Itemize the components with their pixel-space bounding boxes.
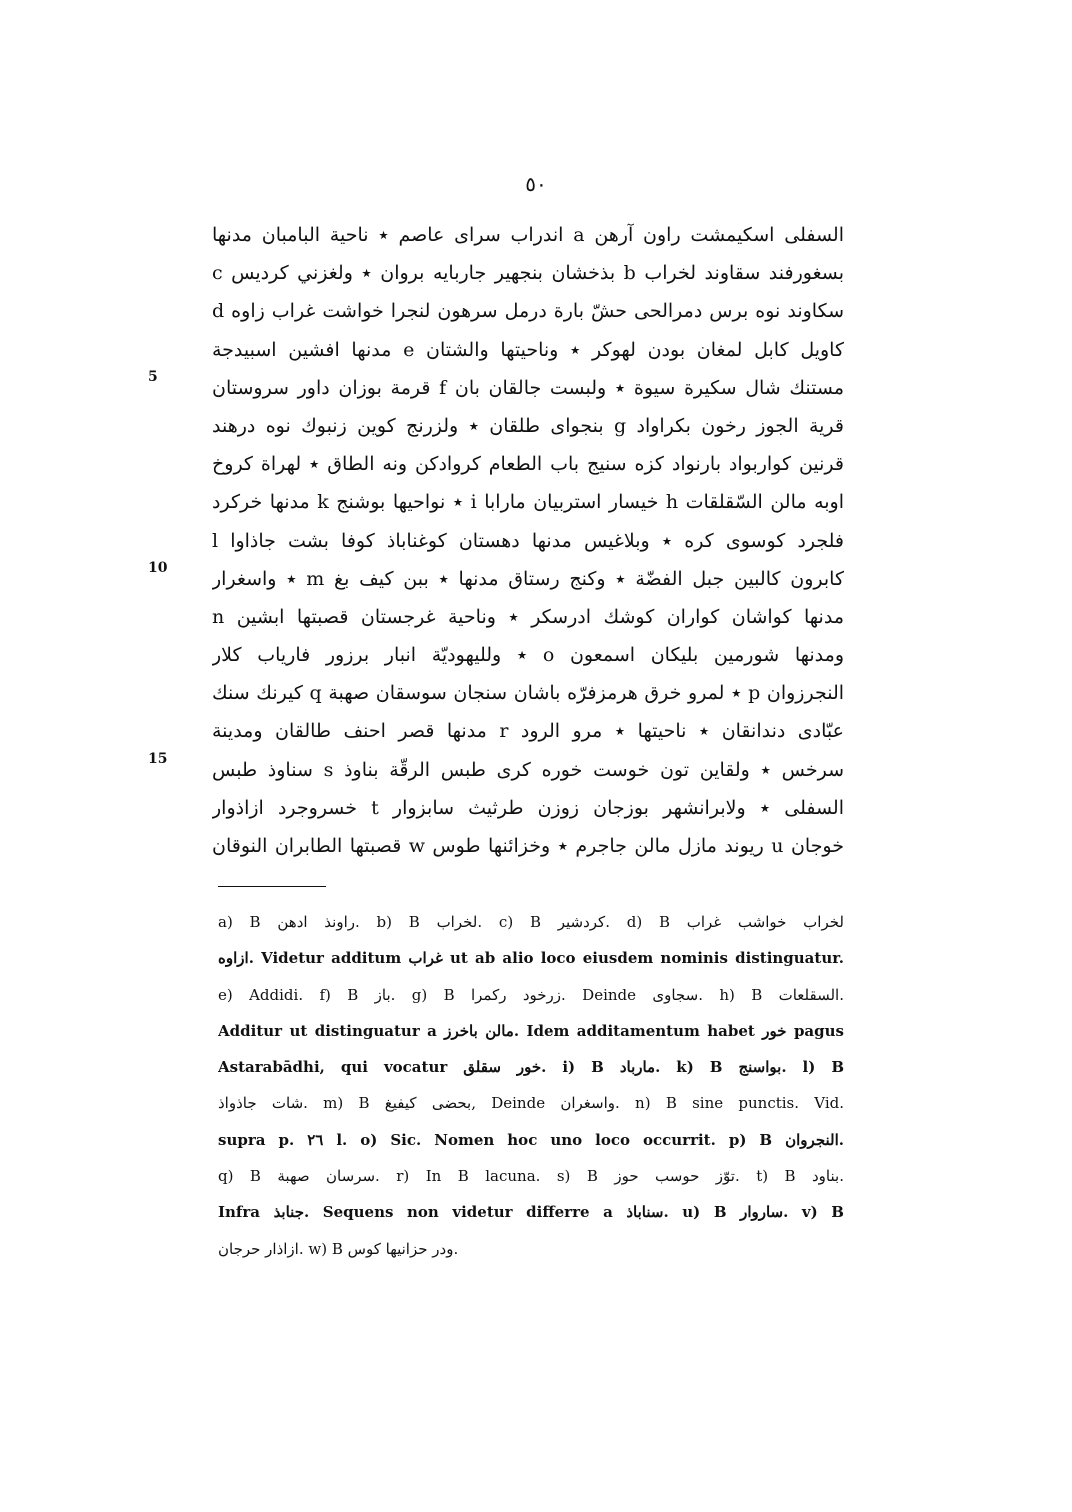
text-line-content: مستنك شال سكيرة سيوة ٭ ولبست جالقان بان f قرمة بوزان داور سروستان (212, 376, 844, 399)
text-line (212, 407, 844, 445)
text-line (212, 560, 844, 598)
text-line-content: قرنين كواربواد بارنواد كزه سنيج باب الطعام كروادكن ونه الطاق ٭ لهراة كروخ (212, 453, 844, 476)
page-number: ٥٠ (525, 172, 547, 196)
text-line (212, 827, 844, 865)
text-line (212, 331, 844, 369)
footnote-line: Infra جنابذ. Sequens non videtur differre a سناباذ. u) B ساروار. v) B (218, 1203, 844, 1222)
text-line-content: كابرون كالبين جبل الفضّة ٭ وكنج رستاق مدنها ٭ ببن كيف بغ m ٭ واسغرار (212, 567, 844, 590)
text-line-content: فلجرد كوسوى كره ٭ وبلاغيس مدنها دهستان كوغناباذ كوفا بشت جاذاوا l (212, 529, 844, 552)
text-line-content: سكاوند نوه برس دمرالحى حشّ بارة درمل سرهون لنجرا خواشت غراب زاوه d (212, 300, 844, 323)
footnote-line: a) B راونذ ادهن. b) B لخراب. c) B كردشير. d) B لخراب خواشب غراب (218, 913, 844, 931)
footnote-line: ازاوه. Videtur additum غراب ut ab alio loco eiusdem nominis distinguatur. (218, 949, 844, 968)
text-line (212, 216, 844, 254)
line-number: 10 (148, 559, 168, 576)
text-line-content: بسغورفند سقاوند لخراب b بذخشان بنجهير جاربايه بروان ٭ ولغزني كرديس c (212, 262, 844, 285)
footnote-line: q) B سرسان صهبة. r) In B lacuna. s) B توّز حوسب حوز. t) B بناود. (218, 1167, 844, 1186)
text-line-content: خوجان u ريوند مازل مالن جاجرم ٭ وخزائنها طوس w قصبتها الطابران النوقان (212, 835, 844, 857)
text-line-content: سرخس ٭ ولقاين تون خوست خوره كرى طبس الرقّة بناوذ s سناوذ طبس (212, 758, 844, 781)
text-line-content: عبّادى دندانقان ٭ ناحيتها ٭ مرو الرود r مدنها قصر احنف طالقان ومدينة (212, 720, 844, 743)
footnote-line: شات جاذواذ. m) B بحضى كيفيغ, Deinde واسغران. n) B sine punctis. Vid. (218, 1094, 844, 1113)
text-line (212, 445, 844, 483)
line-number: 15 (148, 750, 168, 767)
footnotes-block (218, 904, 844, 1267)
text-line (212, 369, 844, 407)
text-line (212, 522, 844, 560)
text-line-content: اوبه مالن السّقلقات h خيسار استربيان مارابا i ٭ نواحيها بوشنج k مدنها خركرد (212, 491, 844, 514)
text-line-content: السفلى ٭ ولابرانشهر بوزجان زوزن طرثيث سابزوار t خسروجرد ازاذوار (212, 796, 844, 819)
footnote-line: Astarabādhi, qui vocatur خور سقلق. i) B مارباد. k) B بواسنج. l) B (218, 1058, 844, 1077)
line-number: 5 (148, 368, 158, 385)
text-line (212, 254, 844, 292)
text-line (212, 636, 844, 674)
text-line (212, 483, 844, 521)
footnote-line: ازاذار حرجان. w) B ودر حزانيها كوس. (218, 1239, 459, 1258)
text-line (212, 674, 844, 712)
text-line-content: مدنها كواشان كواران كوشك ادرسكر ٭ وناحية غرجستان قصبتها ابشين n (212, 605, 844, 628)
text-line (212, 598, 844, 636)
footnote-line: Additur ut distinguatur a مالن باخرز. Idem additamentum habet خور pagus (218, 1021, 844, 1040)
footnote-separator (218, 886, 326, 887)
text-line-content: قرية الجوز رخون بكراواد g بنجواى طلقان ٭ ولزرنج كوين زنبوك نوه درهند (212, 414, 844, 437)
text-line-content: السفلى اسكيمشت راون آرهن a اندراب سراى عاصم ٭ ناحية البامبان مدنها (212, 224, 844, 246)
text-line (212, 751, 844, 789)
text-line-content: ومدنها شورمين بليكان اسمعون o ٭ ولليهوديّة انبار برزور فارياب كلار (212, 644, 844, 667)
text-line (212, 292, 844, 330)
footnote-line: e) Addidi. f) B باز. g) B زرخود ركمرا. Deinde سجاوى. h) B السقلعات. (218, 985, 844, 1004)
main-text-block (212, 216, 844, 865)
text-line (212, 789, 844, 827)
text-line-content: النجرزوان p ٭ لمرو خرق هرمزفرّه باشان سنجان سوسقان صهبة q كيرنك سنك (212, 682, 844, 705)
text-line-content: كاويل كابل لمغان بودن لهوكر ٭ وناحيتها والشتان e مدنها افشين اسبيدجة (212, 338, 844, 361)
footnote-line: supra p. ٢٦ l. o) Sic. Nomen hoc uno loco occurrit. p) B النجروان. (218, 1130, 844, 1149)
text-line (212, 712, 844, 750)
